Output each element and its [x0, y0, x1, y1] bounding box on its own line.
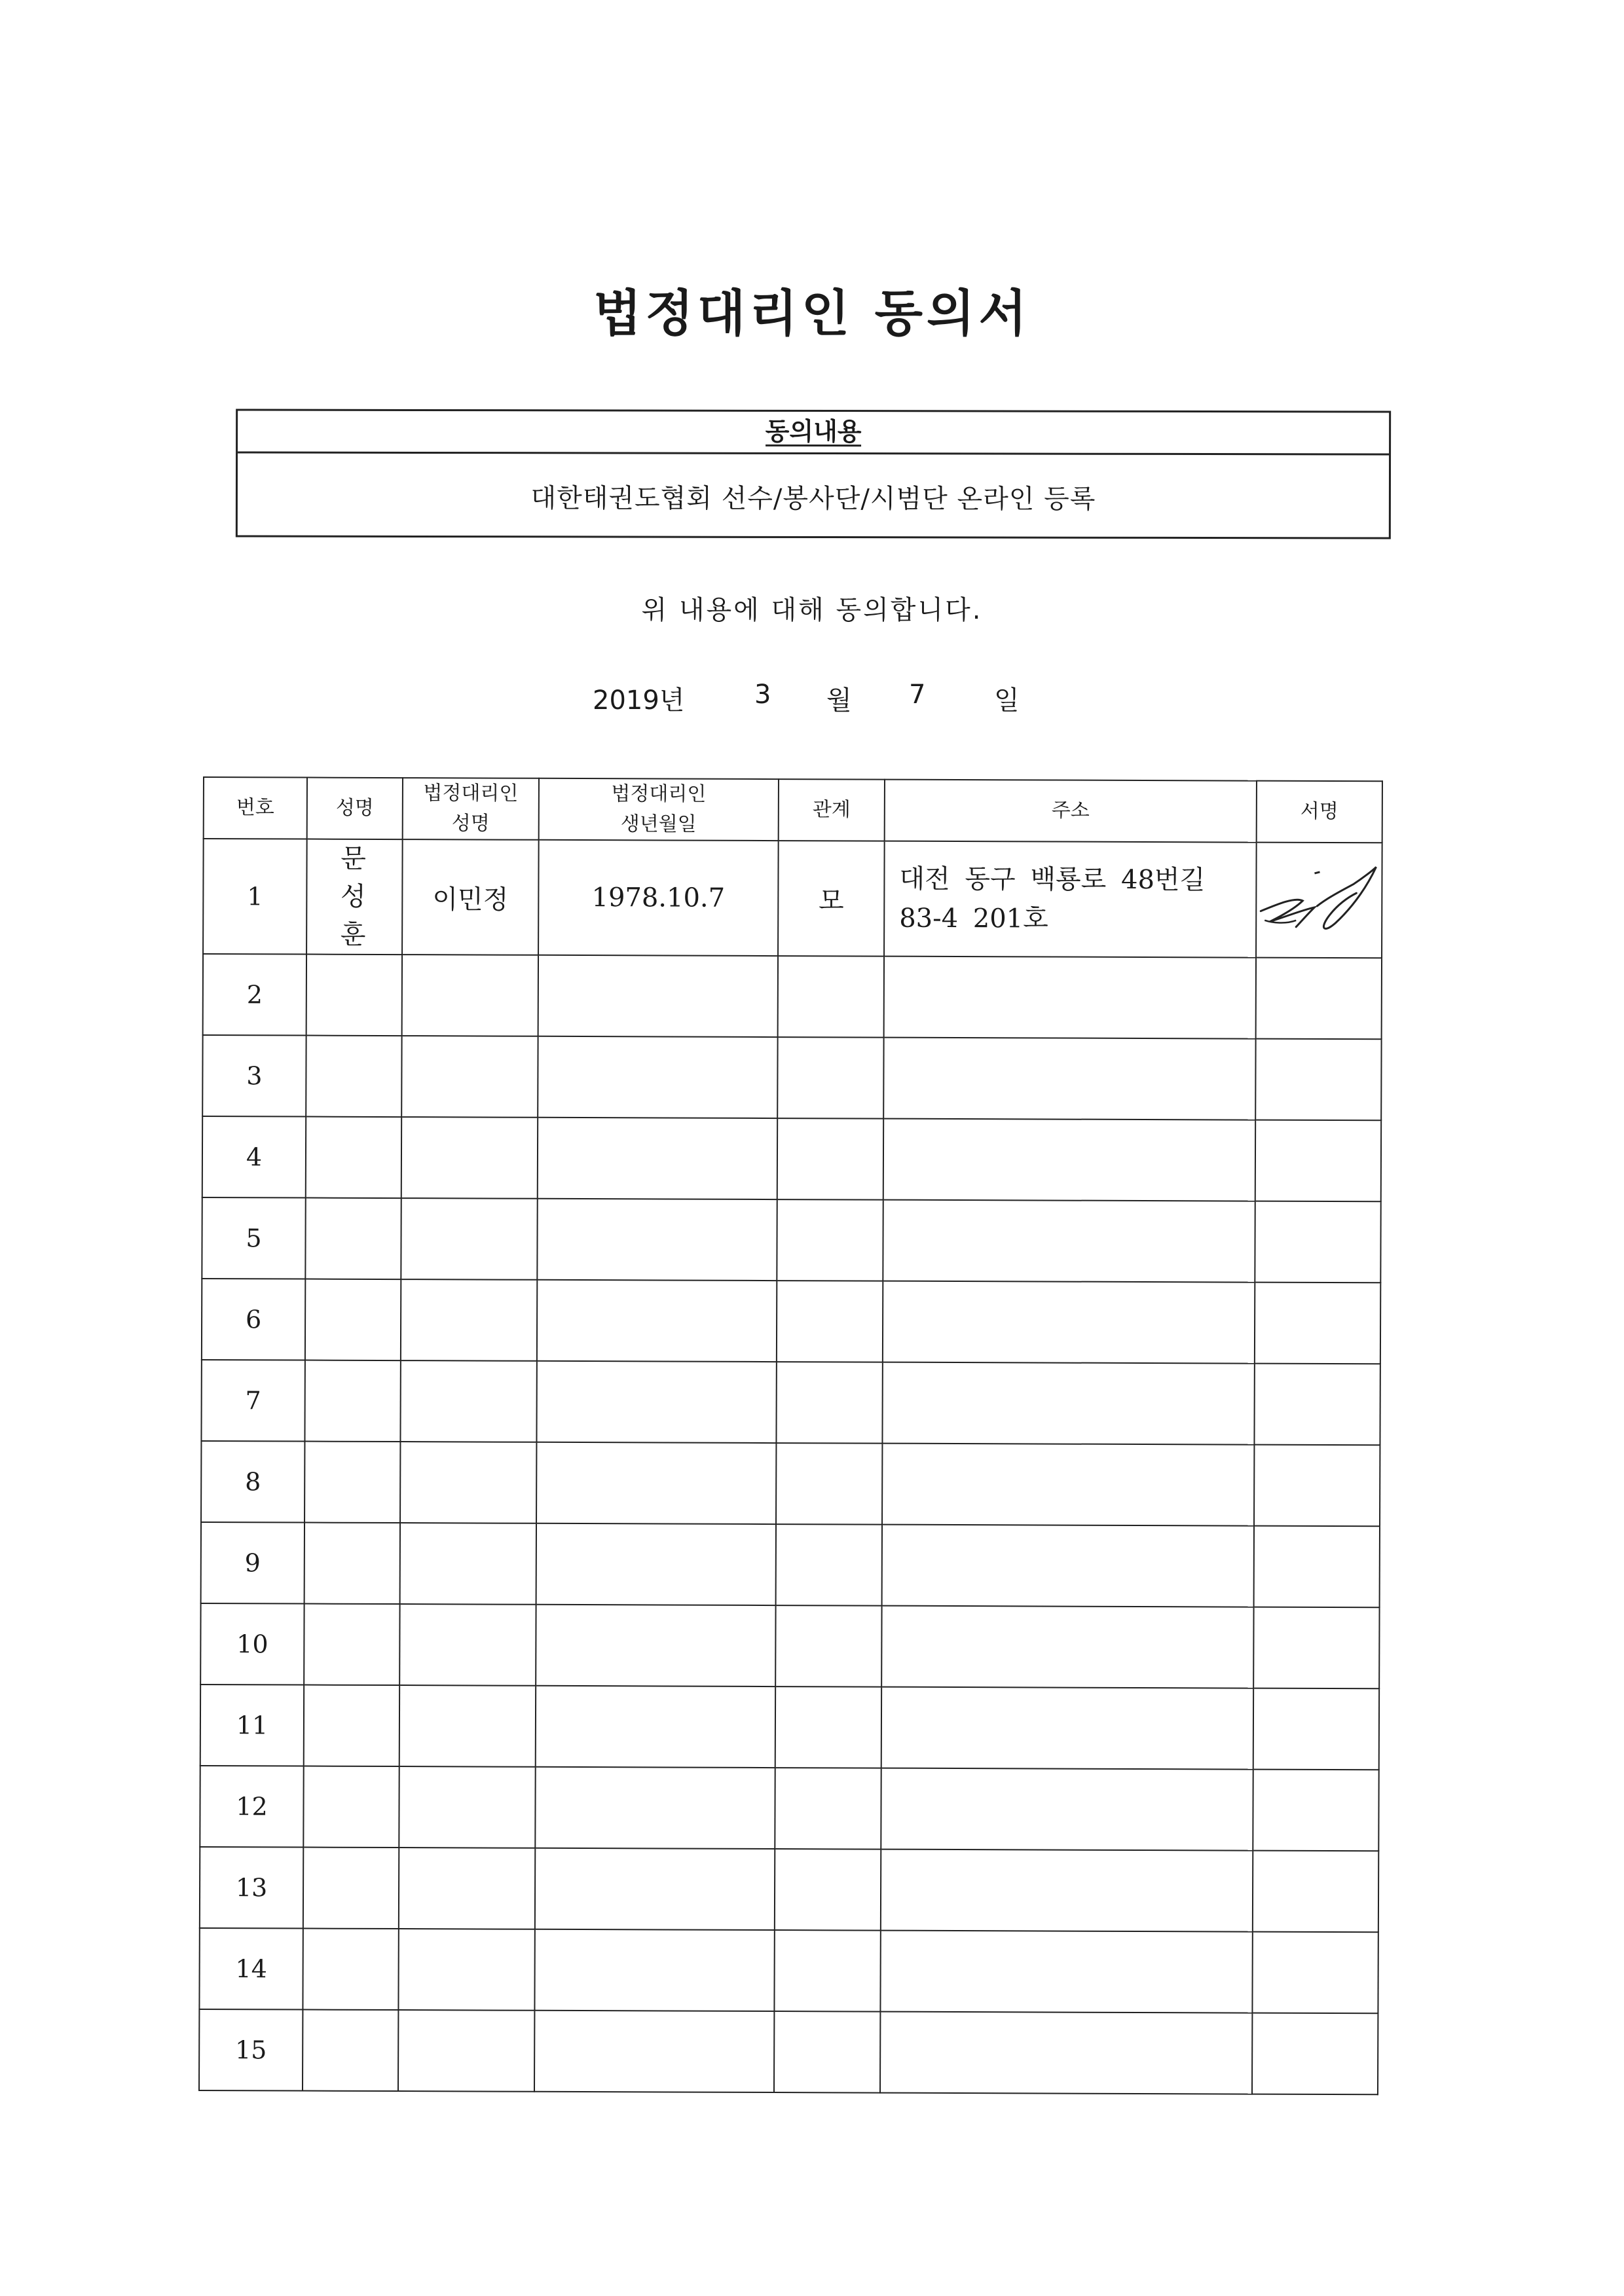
- guardian-name-cell[interactable]: 이민정: [402, 839, 539, 955]
- header-guardian-birth-line2: 생년월일: [620, 812, 697, 836]
- row-number: 12: [200, 1766, 303, 1848]
- name-cell[interactable]: [303, 1848, 399, 1929]
- row-number: 14: [199, 1928, 303, 2010]
- consent-header: [238, 410, 1389, 455]
- relation-cell[interactable]: [778, 956, 884, 1038]
- signature-cell[interactable]: [1254, 1445, 1380, 1527]
- name-cell[interactable]: [304, 1604, 399, 1686]
- relation-cell[interactable]: [775, 1768, 881, 1850]
- signature-cell[interactable]: [1253, 1851, 1378, 1933]
- row-number: 5: [202, 1197, 305, 1279]
- guardian-name-cell[interactable]: [398, 2010, 534, 2092]
- name-cell[interactable]: [304, 1442, 400, 1523]
- signature-cell[interactable]: [1253, 1770, 1378, 1851]
- table-row: [200, 1603, 1379, 1688]
- row-number: 1: [203, 839, 307, 955]
- header-name: [307, 778, 403, 840]
- guardian-birth-cell[interactable]: [535, 1848, 775, 1930]
- table-row: [202, 1279, 1380, 1364]
- header-signature: [1257, 781, 1382, 843]
- guardian-name-cell[interactable]: [399, 1766, 535, 1848]
- header-signature-label: 서명: [1300, 799, 1338, 824]
- name-line1: 문 성: [340, 843, 380, 912]
- header-guardian-birth-line1: 법정대리인: [611, 782, 707, 806]
- guardian-name-cell[interactable]: [401, 1117, 538, 1199]
- table-row: [201, 1360, 1380, 1445]
- header-guardian-birth: [539, 778, 779, 841]
- consent-box: [236, 409, 1391, 539]
- header-number: [204, 777, 307, 839]
- guardian-name-cell[interactable]: [399, 1848, 535, 1929]
- address-cell[interactable]: [880, 1931, 1252, 2013]
- name-cell[interactable]: [306, 955, 402, 1036]
- consent-content: 대한태권도협회 선수/봉사단/시범단 온라인 등록: [530, 483, 1096, 515]
- table-row: [201, 1522, 1380, 1607]
- guardian-birth-cell[interactable]: [536, 1361, 776, 1443]
- signature-cell[interactable]: [1255, 1283, 1380, 1364]
- document-title: 법정대리인 동의서: [593, 284, 1031, 342]
- relation-cell[interactable]: 모: [778, 841, 885, 957]
- address-cell[interactable]: [884, 841, 1257, 958]
- guardian-birth-cell[interactable]: [536, 1686, 775, 1768]
- guardian-name-cell[interactable]: [400, 1442, 536, 1523]
- header-address-label: 주소: [1051, 799, 1090, 822]
- date-year: 2019년: [593, 685, 685, 716]
- address-cell[interactable]: [883, 1200, 1255, 1283]
- guardian-table: [198, 776, 1383, 2095]
- guardian-birth-cell[interactable]: [536, 1523, 776, 1605]
- signature-cell[interactable]: [1253, 1688, 1379, 1770]
- relation-cell[interactable]: [777, 1199, 883, 1281]
- address-cell[interactable]: [880, 2012, 1252, 2094]
- relation-cell[interactable]: [774, 1930, 880, 2012]
- row-number: 13: [200, 1847, 303, 1929]
- name-cell[interactable]: [304, 1685, 399, 1767]
- handwritten-signature: [1257, 864, 1381, 937]
- row-number: 8: [201, 1441, 304, 1523]
- signature-cell[interactable]: [1254, 1364, 1380, 1446]
- address-cell[interactable]: [883, 1119, 1255, 1201]
- guardian-name-cell[interactable]: [399, 1604, 536, 1686]
- guardian-birth-cell[interactable]: [536, 1442, 776, 1524]
- date-day-label: 일: [994, 685, 1020, 716]
- address-cell[interactable]: [884, 957, 1256, 1039]
- signature-cell[interactable]: [1252, 1932, 1378, 2014]
- table-row: [199, 2009, 1378, 2094]
- guardian-birth-cell[interactable]: [534, 2011, 774, 2092]
- relation-cell[interactable]: [777, 1037, 883, 1119]
- table-row: [203, 839, 1382, 958]
- relation-cell[interactable]: [774, 2011, 880, 2093]
- header-name-label: 성명: [335, 796, 374, 820]
- guardian-birth-cell[interactable]: [535, 1767, 775, 1849]
- table-row: [200, 1847, 1378, 1932]
- address-line1: 대전 동구 백룡로 48번길: [899, 864, 1206, 896]
- table-row: [203, 954, 1382, 1039]
- address-cell[interactable]: [881, 1687, 1253, 1770]
- table-row: [201, 1441, 1380, 1526]
- header-relation: [779, 779, 885, 841]
- relation-cell[interactable]: [777, 1281, 883, 1362]
- row-number: 7: [201, 1360, 304, 1442]
- signature-cell[interactable]: [1255, 1039, 1381, 1121]
- guardian-birth-cell[interactable]: [534, 1929, 774, 2011]
- table-row: [199, 1928, 1378, 2013]
- guardian-name-cell[interactable]: [400, 1360, 536, 1442]
- guardian-name-cell[interactable]: [399, 1685, 536, 1767]
- guardian-birth-cell[interactable]: [538, 955, 778, 1037]
- signature-cell[interactable]: [1255, 1201, 1380, 1283]
- name-cell[interactable]: [306, 1117, 401, 1199]
- guardian-birth-cell[interactable]: [538, 1118, 777, 1199]
- row-number: 11: [200, 1685, 304, 1766]
- header-guardian-name: [403, 778, 539, 840]
- address-cell[interactable]: [881, 1768, 1253, 1851]
- relation-cell[interactable]: [777, 1118, 883, 1200]
- guardian-birth-cell[interactable]: [537, 1199, 777, 1281]
- relation-cell[interactable]: [775, 1849, 881, 1931]
- relation-cell[interactable]: [776, 1443, 882, 1525]
- header-guardian-name-line1: 법정대리인: [423, 782, 519, 805]
- table-row: [202, 1116, 1381, 1201]
- row-number: 9: [201, 1522, 304, 1604]
- address-line2: 83-4 201호: [899, 903, 1048, 934]
- address-cell[interactable]: [881, 1850, 1253, 1932]
- name-cell[interactable]: [306, 1036, 401, 1118]
- address-cell[interactable]: [882, 1444, 1254, 1526]
- guardian-name-cell[interactable]: [400, 1523, 536, 1605]
- header-number-label: 번호: [236, 796, 274, 820]
- table-header-row: [204, 777, 1382, 843]
- name-cell[interactable]: [303, 1766, 399, 1848]
- name-cell[interactable]: [305, 1279, 401, 1361]
- signature-cell[interactable]: [1256, 843, 1382, 958]
- guardian-name-cell[interactable]: [401, 1198, 537, 1280]
- address-cell[interactable]: [882, 1525, 1254, 1607]
- signature-cell[interactable]: [1254, 1526, 1380, 1608]
- row-number: 3: [202, 1035, 306, 1117]
- guardian-birth-cell[interactable]: [537, 1280, 777, 1362]
- name-cell[interactable]: [306, 839, 403, 955]
- table-row: [202, 1035, 1381, 1120]
- row-number: 10: [200, 1603, 304, 1685]
- header-guardian-name-line2: 성명: [451, 812, 490, 835]
- table-row: [202, 1197, 1380, 1283]
- relation-cell[interactable]: [775, 1686, 881, 1768]
- row-number: 6: [202, 1279, 305, 1360]
- guardian-name-cell[interactable]: [401, 1279, 537, 1361]
- row-number: 4: [202, 1116, 306, 1198]
- guardian-name-cell[interactable]: [398, 1929, 534, 2011]
- guardian-birth-cell[interactable]: [536, 1605, 775, 1686]
- name-cell[interactable]: [305, 1198, 401, 1280]
- signature-cell[interactable]: [1256, 958, 1382, 1040]
- row-number: 2: [203, 954, 306, 1036]
- guardian-birth-cell[interactable]: 1978.10.7: [538, 840, 779, 956]
- guardian-name-cell[interactable]: [402, 955, 538, 1036]
- signature-cell[interactable]: [1255, 1120, 1381, 1202]
- signature-cell[interactable]: [1253, 1607, 1379, 1689]
- address-cell[interactable]: [881, 1606, 1253, 1688]
- table-row: [200, 1685, 1379, 1770]
- name-cell[interactable]: [304, 1360, 400, 1442]
- date-month: 3: [754, 680, 771, 710]
- address-cell[interactable]: [882, 1362, 1254, 1445]
- header-relation-label: 관계: [812, 798, 851, 822]
- address-cell[interactable]: [883, 1038, 1255, 1120]
- relation-cell[interactable]: [776, 1362, 882, 1444]
- relation-cell[interactable]: [775, 1605, 881, 1687]
- name-cell[interactable]: [304, 1523, 400, 1605]
- row-number: 15: [199, 2009, 303, 2091]
- relation-cell[interactable]: [776, 1524, 882, 1606]
- date-day: 7: [909, 680, 926, 710]
- date-month-label: 월: [826, 685, 852, 716]
- name-cell[interactable]: [303, 2010, 398, 2092]
- name-line2: 훈: [340, 919, 380, 950]
- agreement-statement: 위 내용에 대해 동의합니다.: [641, 595, 983, 625]
- guardian-name-cell[interactable]: [401, 1036, 538, 1118]
- name-cell[interactable]: [303, 1929, 398, 2011]
- address-cell[interactable]: [883, 1281, 1255, 1364]
- consent-header-label: 동의내용: [765, 416, 862, 446]
- guardian-birth-cell[interactable]: [538, 1036, 777, 1118]
- table-row: [200, 1766, 1378, 1851]
- signature-cell[interactable]: [1252, 2013, 1378, 2095]
- header-address: [885, 780, 1257, 843]
